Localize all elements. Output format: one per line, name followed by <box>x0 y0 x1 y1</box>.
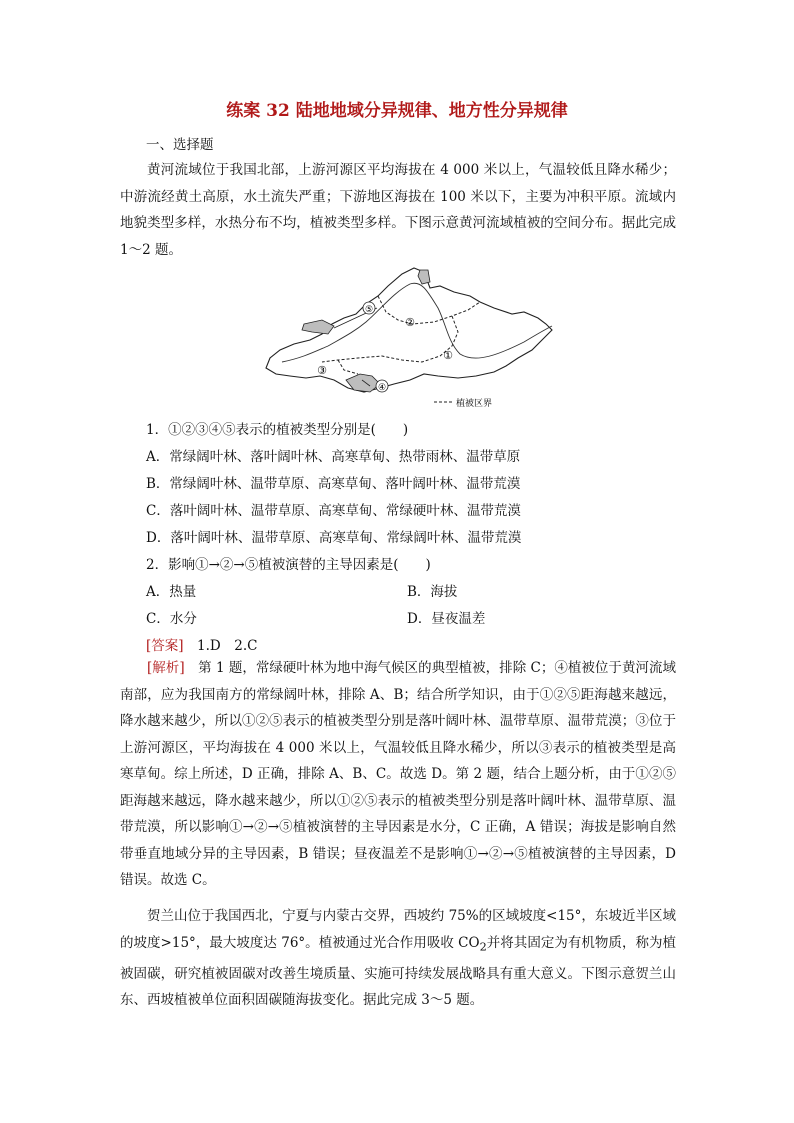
q1-option-a: A．常绿阔叶林、落叶阔叶林、高寒草甸、热带雨林、温带草原 <box>146 449 521 465</box>
q1-option-d: D．落叶阔叶林、温带草原、高寒草甸、常绿阔叶林、温带荒漠 <box>146 530 522 546</box>
analysis-tag: [解析] <box>147 660 185 676</box>
answer-text: 1.D 2.C <box>183 638 258 654</box>
shaded-area-west <box>302 320 334 334</box>
q2-option-b: B．海拔 <box>407 584 458 600</box>
map-label-2: ② <box>405 316 415 329</box>
map-label-1: ① <box>443 349 453 362</box>
q2-option-a: A．热量 <box>146 584 197 600</box>
answer-line <box>146 634 257 654</box>
answer-tag: [答案] <box>146 638 184 654</box>
q1-option-c: C．落叶阔叶林、温带草原、高寒草甸、常绿硬叶林、温带荒漠 <box>146 503 521 519</box>
intro2-part-b: 并将其固定为有机物质，称为植被固碳，研究植被固碳对改善生境质量、实施可持续发展战略具有重大意义。下图示意贺兰山东、西坡植被单位面积固碳随海拔变化。据此完成 3～5 题。 <box>120 934 676 1009</box>
map-label-3: ③ <box>317 364 327 377</box>
q2-stem: 2．影响①→②→⑤植被演替的主导因素是( ) <box>146 557 431 573</box>
intro-paragraph-2 <box>120 903 676 1014</box>
intro-paragraph-1: 黄河流域位于我国北部，上游河源区平均海拔在 4 000 米以上，气温较低且降水稀少；中游流经黄土高原，水土流失严重；下游地区海拔在 100 米以下，主要为冲积平原。流域内地貌类型多样，水热分布不均，植被类型多样。下图示意黄河流域植被的空间分布。据此完成 1～2 题。 <box>120 162 676 258</box>
intro2-part-a: 贺兰山位于我国西北，宁夏与内蒙古交界，西坡约 75%的区域坡度<15°，东坡近半区域的坡度>15°，最大坡度达 76°。植被通过光合作用吸收 CO <box>120 908 676 951</box>
q2-option-d: D．昼夜温差 <box>407 611 486 627</box>
analysis-paragraph <box>120 655 676 894</box>
map-legend-label: 植被区界 <box>456 399 493 409</box>
q2-option-c: C．水分 <box>146 611 197 627</box>
section-heading: 一、选择题 <box>146 137 214 153</box>
q1-stem: 1．①②③④⑤表示的植被类型分别是( ) <box>146 422 409 438</box>
yellow-river-vegetation-map <box>262 262 562 412</box>
map-label-5: ⑤ <box>364 305 374 315</box>
analysis-text: 第 1 题，常绿硬叶林为地中海气候区的典型植被，排除 C；④植被位于黄河流域南部，应为我国南方的常绿阔叶林，排除 A、B；结合所学知识，由于①②⑤距海越来越远，降水越来越少，所以①②⑤表示的植被类型分别是落叶阔叶林、温带草原、温带荒漠；③位于上游河源区，平均海拔在 4 000 米以上，气温较低且降水稀少，所以③表示的植被类型是高寒草甸。综上所述，D 正确，排除 A、B、C。故选 D。第 2 题，结合上题分析，由于①②⑤距海越来越远，降水越来越少，所以①②⑤表示的植被类型分别是落叶阔叶林、温带草原、温带荒漠，所以影响①→②→⑤植被演替的主导因素是水分，C 正确，A 错误；海拔是影响自然带垂直地域分异的主导因素，B 错误；昼夜温差不是影响①→②→⑤植被演替的主导因素，D 错误。故选 C。 <box>120 660 676 888</box>
page-title: 练案 32 陆地地域分异规律、地方性分异规律 <box>226 101 568 121</box>
co2-subscript: 2 <box>479 940 487 954</box>
map-label-4: ④ <box>377 383 387 393</box>
q1-option-b: B．常绿阔叶林、温带草原、高寒草甸、落叶阔叶林、温带荒漠 <box>146 476 521 492</box>
